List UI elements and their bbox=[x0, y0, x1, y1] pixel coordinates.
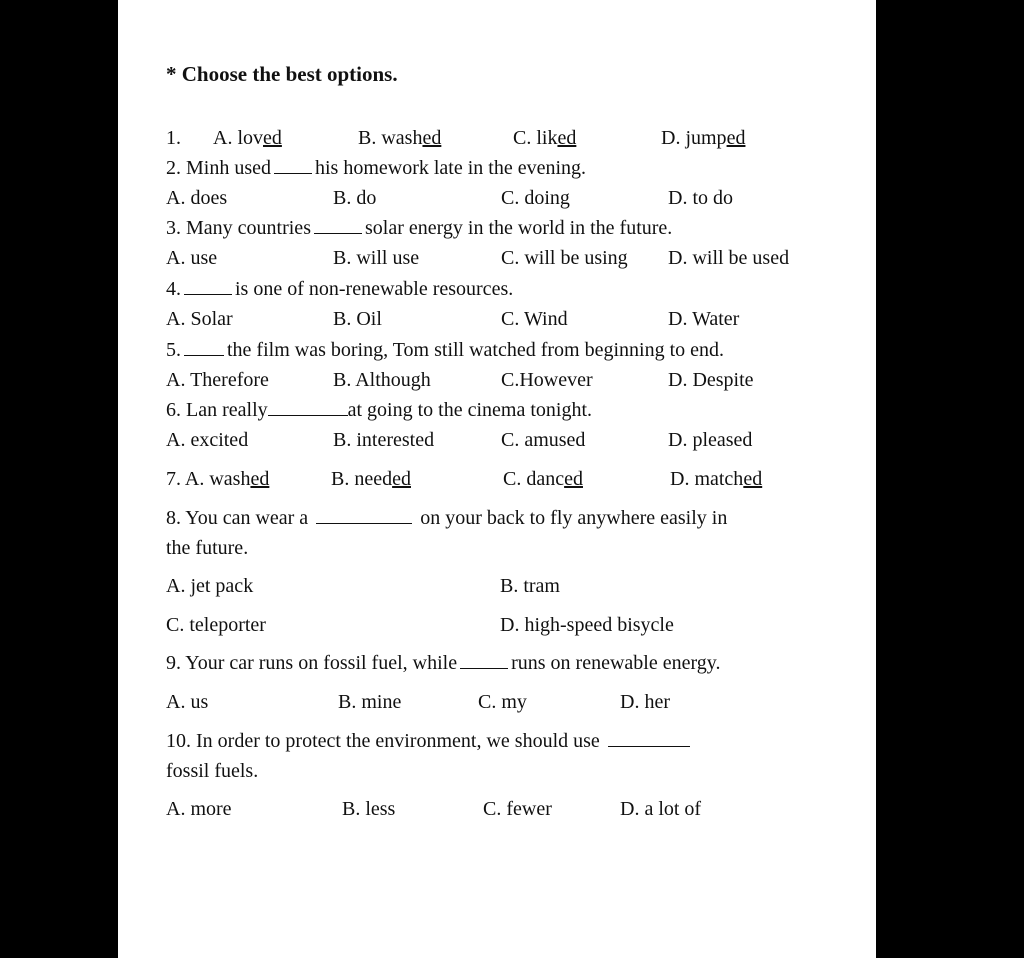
q2-option-a: A. does bbox=[166, 187, 228, 209]
q7-option-b: B. needed bbox=[331, 468, 411, 490]
q6-blank bbox=[268, 401, 348, 416]
q2-stem: 2. Minh used his homework late in the evening. bbox=[166, 157, 587, 179]
q4-blank bbox=[184, 280, 232, 295]
q3-option-a: A. use bbox=[166, 247, 218, 269]
q2-option-c: C. doing bbox=[501, 187, 570, 209]
q5-option-d: D. Despite bbox=[668, 369, 754, 391]
q9-option-b: B. mine bbox=[338, 691, 402, 713]
q9-stem: 9. Your car runs on fossil fuel, while runs on renewable energy. bbox=[166, 652, 721, 674]
q5-blank bbox=[184, 341, 224, 356]
q2-option-d: D. to do bbox=[668, 187, 733, 209]
q4-option-b: B. Oil bbox=[333, 308, 382, 330]
q7-option-a: 7. A. washed bbox=[166, 468, 270, 490]
worksheet-page bbox=[118, 0, 876, 958]
q1-number: 1. bbox=[166, 127, 181, 149]
q2-blank bbox=[274, 159, 312, 174]
q1-option-a: A. loved bbox=[213, 127, 282, 149]
q1-option-c: C. liked bbox=[513, 127, 577, 149]
q6-option-a: A. excited bbox=[166, 429, 249, 451]
q1-option-d: D. jumped bbox=[661, 127, 746, 149]
q10-stem: 10. In order to protect the environment, we should use bbox=[166, 729, 693, 753]
q10-option-b: B. less bbox=[342, 798, 396, 820]
q5-option-c: C.However bbox=[501, 369, 593, 391]
q9-option-c: C. my bbox=[478, 691, 527, 713]
q8-option-b: B. tram bbox=[500, 575, 560, 597]
q5-option-b: B. Although bbox=[333, 369, 431, 391]
q4-stem: 4. is one of non-renewable resources. bbox=[166, 278, 514, 300]
q3-blank bbox=[314, 219, 362, 234]
q7-option-d: D. matched bbox=[670, 468, 763, 490]
q6-option-b: B. interested bbox=[333, 429, 435, 451]
worksheet-heading: * Choose the best options. bbox=[166, 62, 398, 86]
q10-blank bbox=[608, 732, 690, 747]
q8-stem-line2: the future. bbox=[166, 537, 249, 559]
q8-stem: 8. You can wear a on your back to fly anywhere easily in bbox=[166, 507, 728, 529]
q6-option-d: D. pleased bbox=[668, 429, 753, 451]
q2-option-b: B. do bbox=[333, 187, 377, 209]
q8-blank bbox=[316, 509, 412, 524]
q10-option-c: C. fewer bbox=[483, 798, 552, 820]
q10-option-a: A. more bbox=[166, 798, 232, 820]
q3-option-d: D. will be used bbox=[668, 247, 790, 269]
q5-stem: 5. the film was boring, Tom still watched from beginning to end. bbox=[166, 339, 725, 361]
q4-option-a: A. Solar bbox=[166, 308, 233, 330]
q7-option-c: C. danced bbox=[503, 468, 583, 490]
q5-option-a: A. Therefore bbox=[166, 369, 269, 391]
q8-option-a: A. jet pack bbox=[166, 575, 254, 597]
q3-option-b: B. will use bbox=[333, 247, 420, 269]
q6-option-c: C. amused bbox=[501, 429, 586, 451]
q6-stem: 6. Lan really at going to the cinema tonight. bbox=[166, 399, 593, 421]
q4-option-c: C. Wind bbox=[501, 308, 568, 330]
q9-option-d: D. her bbox=[620, 691, 670, 713]
q3-stem: 3. Many countries solar energy in the world in the future. bbox=[166, 217, 673, 239]
q9-option-a: A. us bbox=[166, 691, 209, 713]
q4-option-d: D. Water bbox=[668, 308, 740, 330]
q9-blank bbox=[460, 654, 508, 669]
q10-option-d: D. a lot of bbox=[620, 798, 702, 820]
q10-stem-line2: fossil fuels. bbox=[166, 760, 259, 782]
q8-option-c: C. teleporter bbox=[166, 614, 266, 636]
q3-option-c: C. will be using bbox=[501, 247, 628, 269]
q1-option-b: B. washed bbox=[358, 127, 442, 149]
q8-option-d: D. high-speed bisycle bbox=[500, 614, 674, 636]
